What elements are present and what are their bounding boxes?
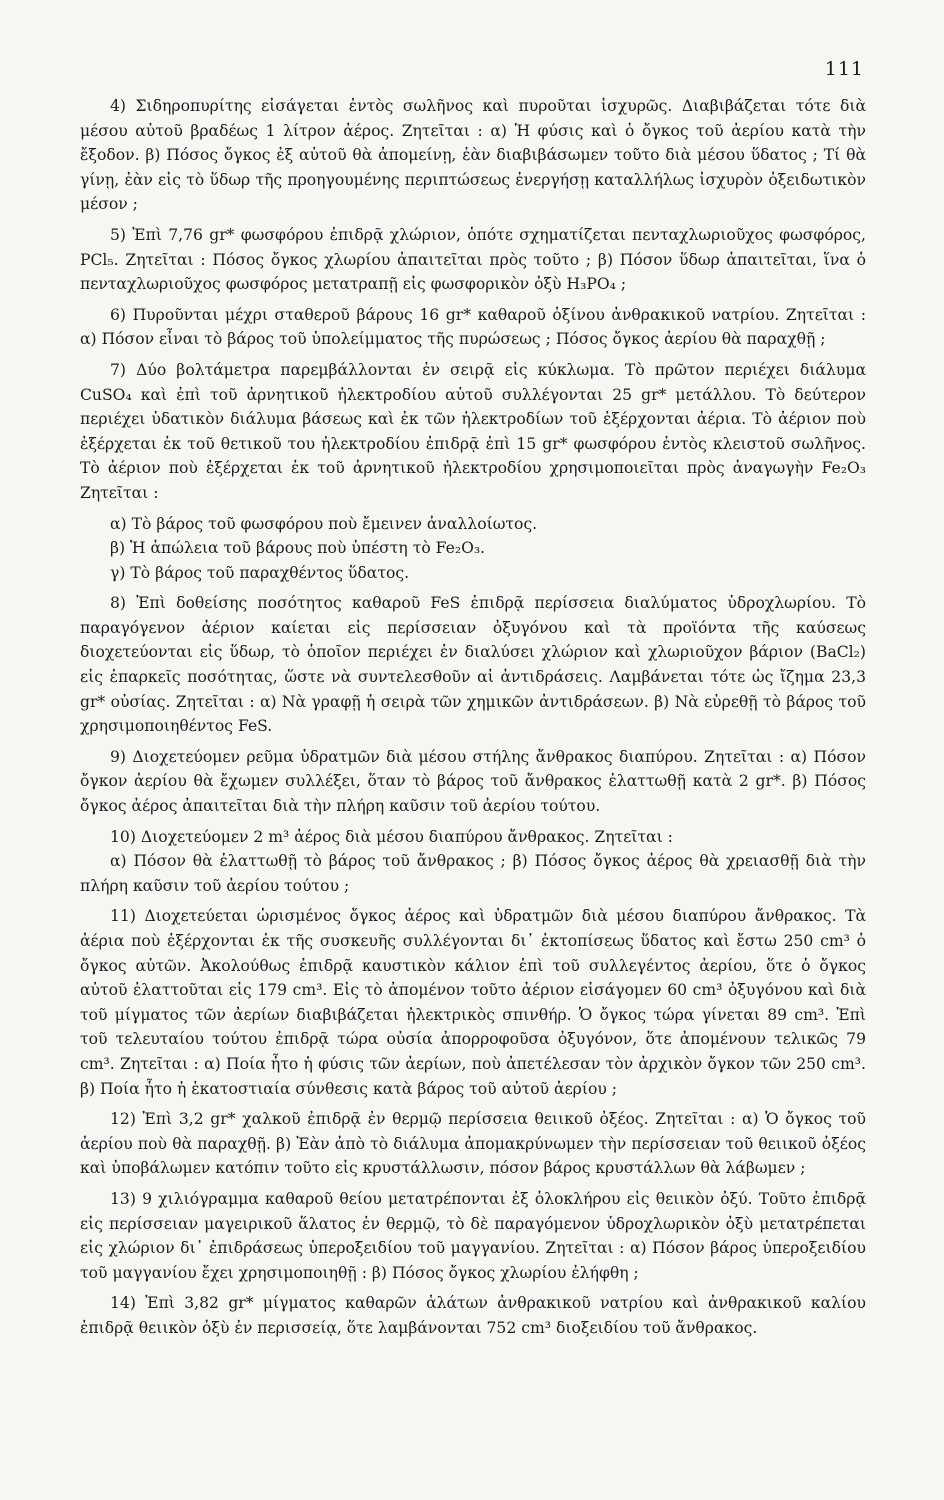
problem-10: 10) Διοχετεύομεν 2 m³ ἀέρος διὰ μέσου διαπύρου ἄνθρακος. Ζητεῖται :: [110, 827, 673, 846]
problem-9: 9) Διοχετεύομεν ρεῦμα ὑδρατμῶν διὰ μέσου στήλης ἄνθρακος διαπύρου. Ζητεῖται : α) Πόσον ὄγκον ἀερίου θὰ ἔχωμεν συλλέξει, ὅταν τὸ βάρος τοῦ ἄνθρακος ἐλαττωθῇ κατὰ 2 gr*. β) Πόσος ὄγκος ἀέρος ἀπαιτεῖται διὰ τὴν πλήρη καῦσιν τοῦ ἀερίου τούτου.: [80, 747, 866, 816]
problem-11: 11) Διοχετεύεται ὡρισμένος ὄγκος ἀέρος καὶ ὑδρατμῶν διὰ μέσου διαπύρου ἄνθρακος. Τὰ ἀέρια ποὺ ἐξέρχονται ἐκ τῆς συσκευῆς συλλέγονται δι᾽ ἐκτοπίσεως ὕδατος καὶ ἔστω 250 cm³ ὁ ὄγκος αὐτῶν. Ἀκολούθως ἐπιδρᾷ καυστικὸν κάλιον ἐπὶ τοῦ συλλεγέντος ἀερίου, ὅτε ὁ ὄγκος αὐτοῦ ἐλαττοῦται εἰς 179 cm³. Εἰς τὸ ἀπομένον τοῦτο ἀέριον εἰσάγομεν 60 cm³ ὀξυγόνου καὶ διὰ τοῦ μίγματος τῶν ἀερίων διαβιβάζεται ἠλεκτρικὸς σπινθήρ. Ὁ ὄγκος τώρα γίνεται 89 cm³. Ἐπὶ τοῦ τελευταίου τούτου ἐπιδρᾷ τώρα οὐσία ἀπορροφοῦσα ὀξυγόνον, ὅτε ἀπομένουν τελικῶς 79 cm³. Ζητεῖται : α) Ποία ἦτο ἡ φύσις τῶν ἀερίων, ποὺ ἀπετέλεσαν τὸν ἀρχικὸν ὄγκον τῶν 250 cm³. β) Ποία ἦτο ἡ ἑκατοστιαία σύνθεσις κατὰ βάρος τοῦ αὐτοῦ ἀερίου ;: [80, 907, 866, 1098]
problem-13: 13) 9 χιλιόγραμμα καθαροῦ θείου μετατρέπονται ἐξ ὁλοκλήρου εἰς θειικὸν ὀξύ. Τοῦτο ἐπιδρᾷ εἰς περίσσειαν μαγειρικοῦ ἅλατος ἐν θερμῷ, τὸ δὲ παραγόμενον ὑδροχλωρικὸν ὀξὺ μετατρέπεται εἰς χλώριον δι᾽ ἐπιδράσεως ὑπεροξειδίου τοῦ μαγγανίου. Ζητεῖται : α) Πόσον βάρος ὑπεροξειδίου τοῦ μαγγανίου ἔχει χρησιμοποιηθῇ : β) Πόσος ὄγκος χλωρίου ἐλήφθη ;: [80, 1189, 866, 1282]
problem-14: 14) Ἐπὶ 3,82 gr* μίγματος καθαρῶν ἁλάτων ἀνθρακικοῦ νατρίου καὶ ἀνθρακικοῦ καλίου ἐπιδρᾷ θειικὸν ὀξὺ ἐν περισσείᾳ, ὅτε λαμβάνονται 752 cm³ διοξειδίου τοῦ ἄνθρακος.: [80, 1294, 866, 1337]
problem-7: 7) Δύο βολτάμετρα παρεμβάλλονται ἐν σειρᾷ εἰς κύκλωμα. Τὸ πρῶτον περιέχει διάλυμα CuSO₄ καὶ ἐπὶ τοῦ ἀρνητικοῦ ἠλεκτροδίου αὐτοῦ συλλέγονται 25 gr* μετάλλου. Τὸ δεύτερον περιέχει ὑδατικὸν διάλυμα βάσεως καὶ ἐκ τῶν ἠλεκτροδίων τοῦ ἐξέρχονται ἀέρια. Τὸ ἀέριον ποὺ ἐξέρχεται ἐκ τοῦ θετικοῦ του ἠλεκτροδίου ἐπιδρᾷ ἐπὶ 15 gr* φωσφόρου ἐντὸς κλειστοῦ σωλῆνος. Τὸ ἀέριον ποὺ ἐξέρχεται ἐκ τοῦ ἀρνητικοῦ ἠλεκτροδίου χρησιμοποιεῖται πρὸς ἀναγωγὴν Fe₂O₃ Ζητεῖται :: [80, 360, 866, 502]
problem-7-part-c: γ) Τὸ βάρος τοῦ παραχθέντος ὕδατος.: [110, 563, 410, 582]
problem-12: 12) Ἐπὶ 3,2 gr* χαλκοῦ ἐπιδρᾷ ἐν θερμῷ περίσσεια θειικοῦ ὀξέος. Ζητεῖται : α) Ὁ ὄγκος τοῦ ἀερίου ποὺ θὰ παραχθῇ. β) Ἐὰν ἀπὸ τὸ διάλυμα ἀπομακρύνωμεν τὴν περίσσειαν τοῦ θειικοῦ ὀξέος καὶ ὑποβάλωμεν κατόπιν τοῦτο εἰς κρυστάλλωσιν, πόσον βάρος κρυστάλλων θὰ λάβωμεν ;: [80, 1110, 866, 1178]
page-number: 111: [824, 58, 864, 80]
problem-7-part-b: β) Ἡ ἀπώλεια τοῦ βάρους ποὺ ὑπέστη τὸ Fe₂O₃.: [110, 539, 486, 558]
problem-7-part-a: α) Τὸ βάρος τοῦ φωσφόρου ποὺ ἔμεινεν ἀναλλοίωτος.: [110, 514, 538, 533]
problem-4: 4) Σιδηροπυρίτης εἰσάγεται ἐντὸς σωλῆνος καὶ πυροῦται ἰσχυρῶς. Διαβιβάζεται τότε διὰ μέσου αὐτοῦ βραδέως 1 λίτρον ἀέρος. Ζητεῖται : α) Ἡ φύσις καὶ ὁ ὄγκος τοῦ ἀερίου κατὰ τὴν ἔξοδον. β) Πόσος ὄγκος ἐξ αὐτοῦ θὰ ἀπομείνῃ, ἐὰν διαβιβάσωμεν τοῦτο διὰ μέσου ὕδατος ; Τί θὰ γίνῃ, ἐὰν εἰς τὸ ὕδωρ τῆς προηγουμένης περιπτώσεως ἐνεργήσῃ καταλλήλως ἰσχυρὸν ὀξειδωτικὸν μέσον ;: [80, 97, 866, 214]
problem-8: 8) Ἐπὶ δοθείσης ποσότητος καθαροῦ FeS ἐπιδρᾷ περίσσεια διαλύματος ὑδροχλωρίου. Τὸ παραγόγενον ἀέριον καίεται εἰς περίσσειαν ὀξυγόνου καὶ τὰ προϊόντα τῆς καύσεως διοχετεύονται εἰς ὕδωρ, τὸ ὁποῖον περιέχει ἐν διαλύσει χλώριον καὶ χλωριοῦχον βάριον (BaCl₂) εἰς ἐπαρκεῖς ποσότητας, ὥστε νὰ συντελεσθοῦν αἱ ἀντιδράσεις. Λαμβάνεται τότε ὡς ἴζημα 23,3 gr* οὐσίας. Ζητεῖται : α) Νὰ γραφῇ ἡ σειρὰ τῶν χημικῶν ἀντιδράσεων. β) Νὰ εὑρεθῇ τὸ βάρος τοῦ χρησιμοποιηθέντος FeS.: [80, 594, 866, 736]
problem-5: 5) Ἐπὶ 7,76 gr* φωσφόρου ἐπιδρᾷ χλώριον, ὁπότε σχηματίζεται πενταχλωριοῦχος φωσφόρος, PCl₅. Ζητεῖται : Πόσος ὄγκος χλωρίου ἀπαιτεῖται πρὸς τοῦτο ; β) Πόσον ὕδωρ ἀπαιτεῖται, ἵνα ὁ πενταχλωριοῦχος φωσφόρος μετατραπῇ εἰς φωσφορικὸν ὀξὺ H₃PO₄ ;: [80, 225, 866, 294]
page-body: [80, 94, 866, 1347]
problem-6: 6) Πυροῦνται μέχρι σταθεροῦ βάρους 16 gr* καθαροῦ ὀξίνου ἀνθρακικοῦ νατρίου. Ζητεῖται : α) Πόσον εἶναι τὸ βάρος τοῦ ὑπολείμματος τῆς πυρώσεως ; Πόσος ὄγκος ἀερίου θὰ παραχθῇ ;: [80, 305, 866, 349]
problem-10-parts: α) Πόσον θὰ ἐλαττωθῇ τὸ βάρος τοῦ ἄνθρακος ; β) Πόσος ὄγκος ἀέρος θὰ χρειασθῇ διὰ τὴν πλήρη καῦσιν τοῦ ἀερίου τούτου ;: [80, 852, 866, 895]
